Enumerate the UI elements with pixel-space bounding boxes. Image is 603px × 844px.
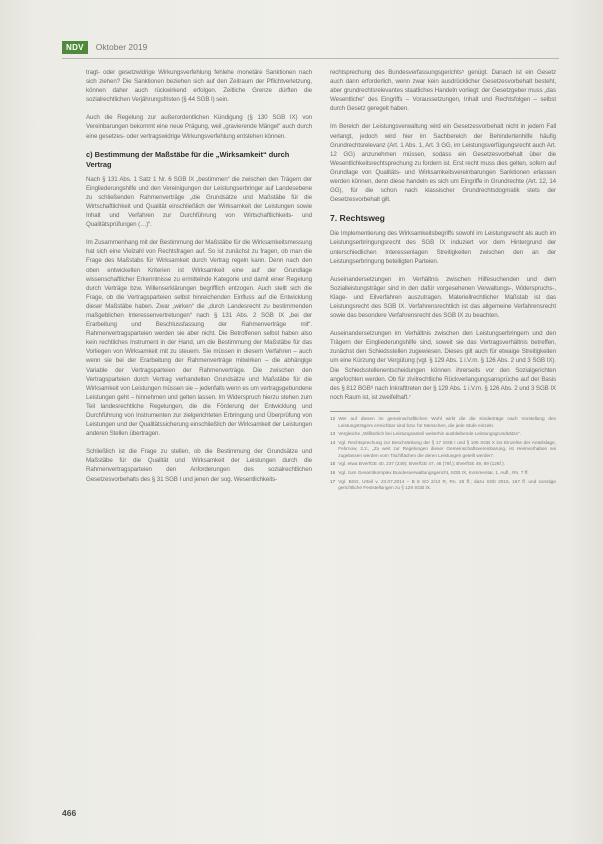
paragraph: Auseinandersetzungen im Verhältnis zwischen Hilfesuchenden und dem Sozialleistungsträger sind in den dafür vorgesehenen Verwaltungs-, Widerspruchs-, Klage- und Eilverfahren auszutragen. Materiellrechtlicher Maßstab ist das Leistungsrecht des SGB IX. Verfahrensrechtlich ist das allgemeine Verfahrensrecht sowie das besondere Verfahrensrecht des SGB IX zu beachten. [330, 275, 556, 320]
footnote-number: 16 [330, 470, 336, 476]
footnote-text: Vgl. BSG, Urteil v. 23.07.2014 – B 8 SO 2/13 R, Rn. 25 ff.; dazu SGb 2015, 167 ff. und sonstige gerichtliche Feststellungen zu § 129 SGB IX. [338, 478, 556, 491]
right-column [330, 68, 556, 494]
left-column [86, 68, 312, 493]
footnote [330, 461, 556, 468]
paragraph: Die Implementierung des Wirksamkeitsbegriffs sowohl im Leistungsrecht als auch im Leistungserbringungsrecht des SGB IX induziert vor dem Hintergrund der unterschiedlichen Interessenlagen Streitigkeiten zwischen den an der Leistungserbringung beteiligten Parteien. [330, 230, 556, 265]
paragraph: Auseinandersetzungen im Verhältnis zwischen den Leistungserbringern und den Trägern der Eingliederungshilfe sind, soweit sie das Vertragsverhältnis betreffen, zunächst den Schiedsstellen zugewiesen. Dieses gilt auch für etwaige Streitigkeiten um eine Kürzung der Vergütung (vgl. § 129 Abs. 1 i.V.m. § 126 Abs. 2 und 3 SGB IX). Die Schiedsstellenentscheidungen können ihrerseits vor den Sozialgerichten angefochten werden. Ob für zivilrechtliche Rückverlangungsansprüche auf der Basis des § 812 BGB⁶ nach Inkrafttreten der § 129 Abs. 1 i.V.m. § 126 Abs. 2 und 3 SGB IX noch Raum ist, ist zweifelhaft.⁷ [330, 330, 556, 401]
footnote-text: Vgl. etwa BVerfGE 40, 237 (249); BVerfGE 47, 46 (78f.); BVerfGE 49, 89 (126f.). [338, 461, 505, 467]
paragraph: Auch die Regelung zur außerordentlichen Kündigung (§ 130 SGB IX) von Vereinbarungen bekommt eine neue Prägung, weil „gravierende Mängel“ auch durch eine gesetzes- oder vertragswidrige Wirkungsverfehlung entstehen können. [86, 114, 312, 140]
issue-date: Oktober 2019 [95, 42, 148, 52]
footnote-number: 13 [330, 431, 336, 437]
paragraph: tragt- oder gesetzwidrige Wirkungsverfehlung fehlehe monetäre Sanktionen nach sich ziehen? Die Sanktionen beziehen sich auf den Zeitraum der Pflichtverletzung, können daher auch rückwirkend erfolgen. Zeitliche Grenze dürften die sozialrechtlichen Verjährungsfristen (§ 44 SGB I) sein. [86, 69, 312, 104]
footnote-number: 15 [330, 461, 336, 467]
footnote [330, 440, 556, 460]
footnote [330, 479, 556, 492]
footnote-divider [330, 411, 400, 412]
footnote-text: Wer auf diesen im gemeinschaftlichen Wohl wirkt die die Kinderträge nach Vorstellung des Leistungsträgers erreichbar sind bzw. für Menschen, die jede Stufe einzeln. [338, 415, 556, 428]
running-header [62, 40, 147, 54]
section-heading-rechtsweg: 7. Rechtsweg [330, 213, 385, 224]
footnote-text: Vgl. zum Gesamtkomplex Bundesverwaltungsgericht, SGB IX, Kommentar, 1. Aufl., Rn. 7 ff. [338, 470, 529, 476]
page-number: 466 [62, 808, 77, 818]
footnote-list [330, 416, 556, 492]
paragraph: Im Bereich der Leistungsverwaltung wird ein Gesetzesvorbehalt nicht in jedem Fall verlangt, jedoch wird hier im Sachbereich der Behindertenhilfe häufig Grundrechtsrelevanz (Art. 1 Abs. 1, Art. 3 GG, im Leistungsverfügungsrecht auch Art. 12 GG) anzunehmen müssen, sodass ein Gesetzesvorbehalt über die Wesentlichkeitsrechtsprechung zu fordern ist. Erst recht muss dies gelten, sofern auf Grundlage von Qualitäts- und Wirksamkeitsvereinbarungen Sanktionen erlassen werden können, denn diese handeln es sich um Eingriffe in Grundrechte (Art. 12, 14 GG), für die schon nach klassischer Grundrechtsdogmatik stets der Gesetzesvorbehalt gilt. [330, 123, 556, 204]
footnote-text: Vergleiche „Willkürlich bei Leistungsanteil weiterhin ausbleibende Leistungsgrundsätze“. [338, 431, 521, 437]
paragraph: Im Zusammenhang mit der Bestimmung der Maßstäbe für die Wirksamkeitsmessung hat sich eine Vielzahl von Rechtsfragen auf. So ist zunächst zu fragen, ob man die Frage des Maßstabs für Wirksamkeit durch Vertrag regeln kann. Denn nach den oben entwickelten Kriterien ist Wirksamkeit eine auf der Grundlage wissenschaftlicher Erkenntnisse zu ermittelnde Kategorie und damit einer Regelung durch Verträge bzw. Willenserklärungen begrifflich entzogen. Auch stellt sich die Frage, ob die Vertragsparteien selbst hinreichenden Einfluss auf die Entwicklung dieser Maßstäbe haben. Zwar „wirken“ die „durch Landesrecht zu bestimmenden maßgeblichen Interessenvertretungen“ nach § 131 Abs. 2 SGB IX „bei der Erarbeitung und Beschlussfassung der Rahmenverträge mit“. Rahmenvertragsparteien werden sie aber nicht. Die Betroffenen selbst haben also kein rechtliches Instrument in der Hand, um die Bestimmung der Maßstäbe für das Vorliegen von Wirksamkeit mit zu steuern. Sie müssen in diesem Verfahren – auch wenn sie bei der Erarbeitung der Rahmenverträge mitwirken – die abhängige Variable der Vertragsparteien der Rahmenverträge. Die zwischen den Vertragsparteien durch Vertrag verhandelten Grundsätze und Maßstäbe für die Wirksamkeit von Leistungen müssen sie – jedenfalls wenn es um vertragsgebundene Leistungen geht – hinnehmen und gelten lassen. Im Widerspruch hierzu stehen zum Teil landesrechtliche Regelungen, die die Förderung der Entwicklung und Durchführung von Instrumenten zur zielgerichteten Erbringung und Überprüfung von Leistungen und der Qualitätssicherung einschließlich der Wirksamkeit der Leistungen anderen Stellen übertragen. [86, 239, 312, 438]
section-heading-c: c) Bestimmung der Maßstäbe für die „Wirksamkeit“ durch Vertrag [86, 149, 290, 169]
header-divider [62, 58, 559, 59]
footnote-number: 14 [330, 439, 336, 445]
paragraph: Schließlich ist die Frage zu stellen, ob die Bestimmung der Grundsätze und Maßstäbe für die Qualität und Wirksamkeit der Leistungen durch die Rahmenvertragsparteien den Anforderungen des sozialrechtlichen Gesetzesvorbehalts des § 31 SGB I und jenen der sog. Wesentlichkeits- [86, 448, 312, 483]
footnote [330, 470, 556, 477]
journal-badge: NDV [62, 41, 88, 54]
footnote [330, 416, 556, 429]
footnote-number: 17 [330, 478, 336, 484]
paragraph: rechtsprechung des Bundesverfassungsgerichts⁵ genügt. Danach ist ein Gesetz auch dann erforderlich, wenn zwar kein ausdrücklicher Gesetzesvorbehalt besteht, aber grundrechtsrelevantes staatliches Handeln vorliegt: der Gesetzgeber muss „das Wesentliche“ des Eingriffs – Voraussetzungen, Inhalt und Rechtsfolgen – selbst durch Gesetz geregelt haben. [330, 69, 556, 113]
footnote [330, 431, 556, 438]
footnote-number: 12 [330, 415, 336, 421]
paragraph: Nach § 131 Abs. 1 Satz 1 Nr. 6 SGB IX „bestimmen“ die zwischen den Trägern der Eingliederungshilfe und den Vereinigungen der Leistungserbringer auf Landesebene zu schließenden Rahmenverträge „die Grundsätze und Maßstäbe für die Wirtschaftlichkeit und Qualität einschließlich der Wirksamkeit der Leistungen sowie Inhalt und Verfahren zur Durchführung von Wirtschaftlichkeits- und Qualitätsprüfungen (…)“. [86, 175, 312, 229]
footnote-text: Vgl. Rechtsprechung zur Beschränkung der § 17 SGB I und § 106 SGB X ins Einzelne der Anteilslage, Fehrnow, 2.2., „Zu weit zur Regelungen dieser Gemeinschaftsvereinbarung, ist Heimvorhaben sei zugelassen werden vom Tischflächen die deren Leistungen geteilt werden“. [338, 439, 556, 458]
